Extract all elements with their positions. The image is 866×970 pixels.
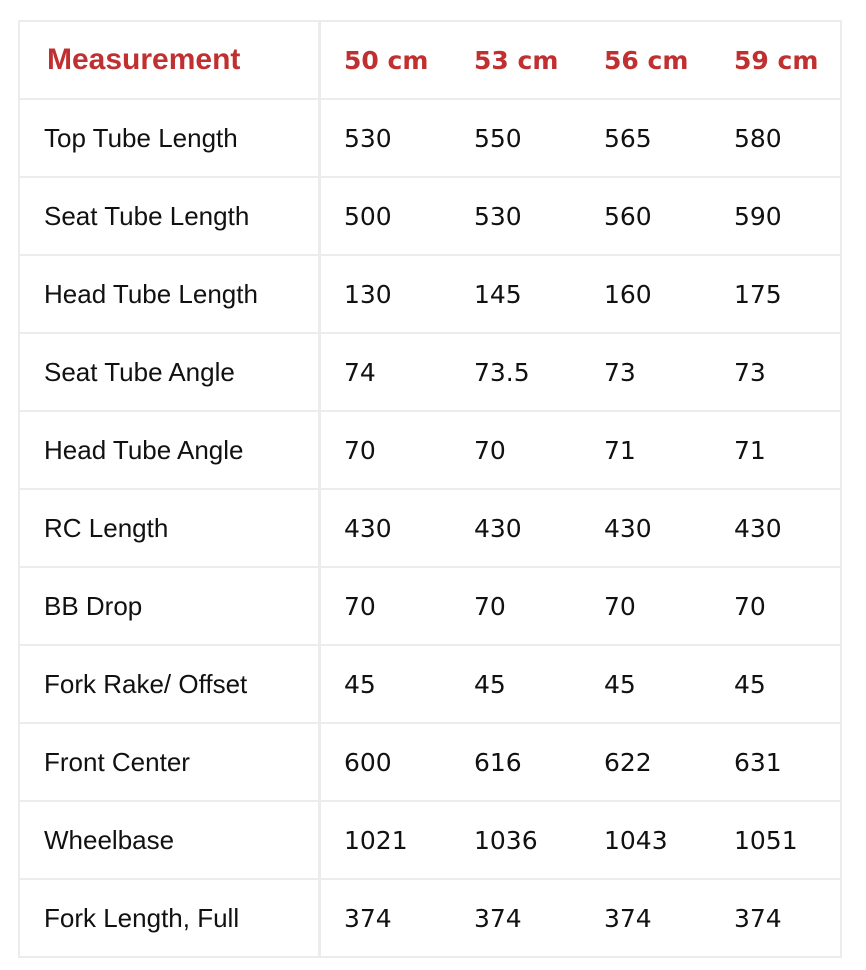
table-row <box>20 256 840 334</box>
cell-value: 160 <box>604 279 652 309</box>
table-row <box>20 178 840 256</box>
row-label: Fork Rake/ Offset <box>44 668 248 699</box>
table-header-row <box>20 22 840 100</box>
cell-value: 74 <box>344 357 376 387</box>
cell-value: 71 <box>604 435 636 465</box>
table-row <box>20 724 840 802</box>
cell-value: 45 <box>734 669 766 699</box>
row-label: Seat Tube Length <box>44 200 250 231</box>
cell-value: 430 <box>474 513 522 543</box>
table-row <box>20 568 840 646</box>
row-label: Head Tube Length <box>44 278 258 309</box>
row-label: Top Tube Length <box>44 122 238 153</box>
cell-value: 530 <box>474 201 522 231</box>
cell-value: 374 <box>474 903 522 933</box>
cell-value: 580 <box>734 123 782 153</box>
cell-value: 70 <box>604 591 636 621</box>
cell-value: 70 <box>474 435 506 465</box>
header-size-50: 50 cm <box>344 45 429 75</box>
cell-value: 430 <box>604 513 652 543</box>
cell-value: 530 <box>344 123 392 153</box>
cell-value: 1021 <box>344 825 408 855</box>
header-size-56: 56 cm <box>604 45 689 75</box>
cell-value: 73 <box>734 357 766 387</box>
cell-value: 374 <box>734 903 782 933</box>
cell-value: 590 <box>734 201 782 231</box>
row-label: Fork Length, Full <box>44 902 240 933</box>
row-label: Wheelbase <box>44 824 175 855</box>
table-row <box>20 412 840 490</box>
cell-value: 600 <box>344 747 392 777</box>
cell-value: 622 <box>604 747 652 777</box>
cell-value: 500 <box>344 201 392 231</box>
table-row <box>20 490 840 568</box>
cell-value: 374 <box>344 903 392 933</box>
cell-value: 130 <box>344 279 392 309</box>
cell-value: 616 <box>474 747 522 777</box>
cell-value: 560 <box>604 201 652 231</box>
cell-value: 1051 <box>734 825 798 855</box>
cell-value: 73 <box>604 357 636 387</box>
cell-value: 631 <box>734 747 782 777</box>
table-row <box>20 880 840 958</box>
header-size-53: 53 cm <box>474 45 559 75</box>
table-row <box>20 100 840 178</box>
cell-value: 565 <box>604 123 652 153</box>
cell-value: 70 <box>344 435 376 465</box>
cell-value: 71 <box>734 435 766 465</box>
cell-value: 374 <box>604 903 652 933</box>
cell-value: 70 <box>734 591 766 621</box>
table-row <box>20 646 840 724</box>
table-row <box>20 334 840 412</box>
cell-value: 1043 <box>604 825 668 855</box>
row-label: RC Length <box>44 512 169 543</box>
cell-value: 70 <box>474 591 506 621</box>
cell-value: 175 <box>734 279 782 309</box>
cell-value: 1036 <box>474 825 538 855</box>
geometry-table <box>18 20 842 958</box>
cell-value: 73.5 <box>474 357 530 387</box>
cell-value: 430 <box>344 513 392 543</box>
table-row <box>20 802 840 880</box>
row-label: BB Drop <box>44 590 143 621</box>
header-measurement: Measurement <box>47 43 241 76</box>
header-size-59: 59 cm <box>734 45 819 75</box>
cell-value: 550 <box>474 123 522 153</box>
row-label: Head Tube Angle <box>44 434 244 465</box>
cell-value: 45 <box>604 669 636 699</box>
row-label: Seat Tube Angle <box>44 356 235 387</box>
cell-value: 45 <box>344 669 376 699</box>
row-label: Front Center <box>44 746 190 777</box>
cell-value: 45 <box>474 669 506 699</box>
cell-value: 145 <box>474 279 522 309</box>
cell-value: 430 <box>734 513 782 543</box>
cell-value: 70 <box>344 591 376 621</box>
